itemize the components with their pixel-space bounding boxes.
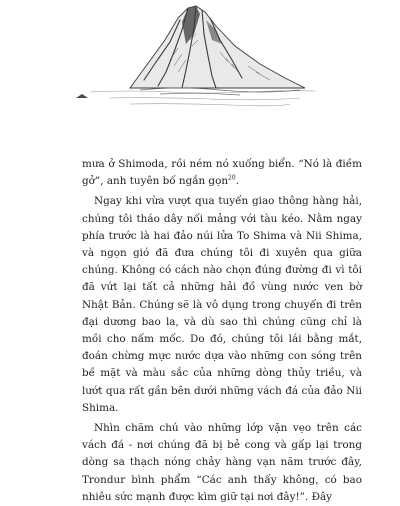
paragraph-1-tail: . bbox=[235, 175, 239, 188]
paragraph-2: Ngay khi vừa vượt qua tuyến giao thông hàng hải, chúng tôi tháo dây nối mảng với tàu kéo. Nằm ngay phía trước là hai đảo núi lửa To Shima và Nii Shima, và ngọn gió đã đưa chúng tôi đi xuyên qua giữa chúng. Không có cách nào chọn đúng đường đi vì tôi đã vứt lại tất cả những hải đồ vùng nước ven bờ Nhật Bản. Chúng sẽ là vô dụng trong chuyến đi trên đại dương bao la, và dù sao thì chúng cũng chỉ là mồi cho nấm mốc. Do đó, chúng tôi lái bằng mắt, đoán chừng mực nước dựa vào những con sóng trên bề mặt và màu sắc của những dòng thủy triều, và lướt qua rất gần bên dưới những vách đá của đảo Nii Shima. bbox=[82, 195, 362, 414]
paragraph-1 bbox=[82, 156, 362, 190]
volcano-island-illustration bbox=[70, 0, 330, 130]
body-text bbox=[82, 156, 362, 506]
paragraph-1-text: mưa ở Shimoda, rồi ném nó xuống biển. “Nó là điềm gở”, anh tuyên bố ngắn gọn bbox=[82, 158, 362, 188]
paragraph-3: Nhìn chăm chú vào những lớp vặn vẹo trên các vách đá - nơi chúng đã bị bẻ cong và gấp lại trong dòng sa thạch nóng chảy hàng vạn năm trước đây, Trondur bình phẩm “Các anh thấy không, có bao nhiêu sức mạnh được kìm giữ tại nơi đây!”. Đây bbox=[82, 422, 362, 503]
footnote-marker[interactable]: 20 bbox=[228, 174, 236, 182]
